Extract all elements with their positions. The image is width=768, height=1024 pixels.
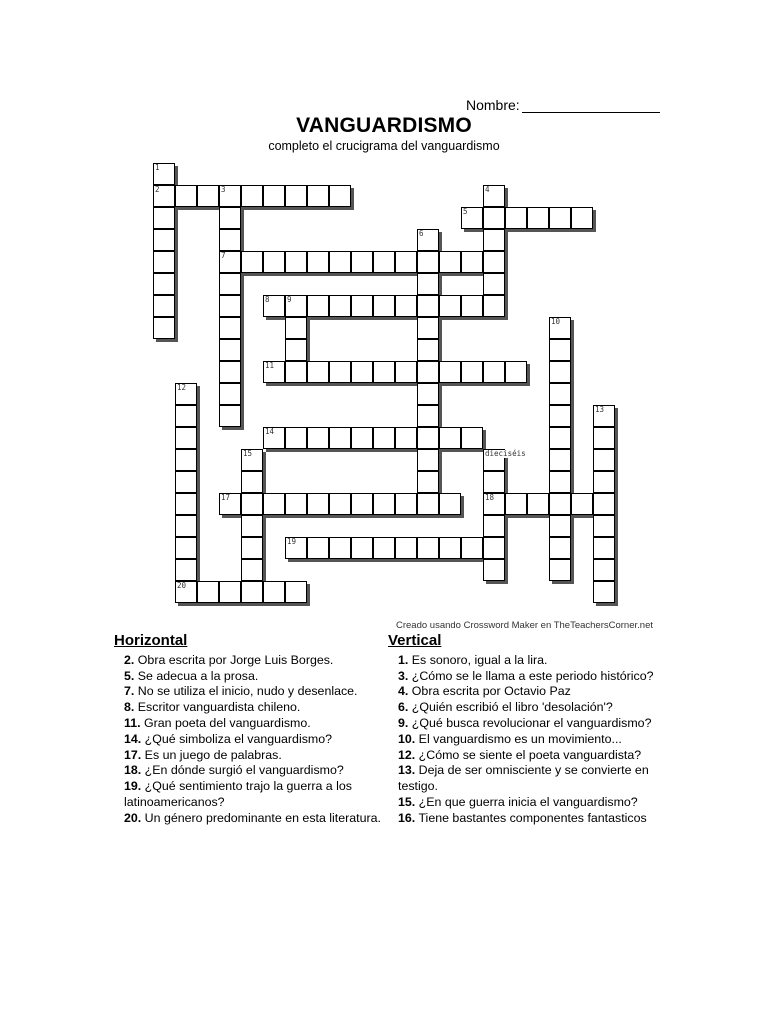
crossword-cell[interactable]: [483, 273, 505, 295]
crossword-cell[interactable]: [417, 427, 439, 449]
clue-item: [398, 684, 658, 700]
crossword-cell[interactable]: [549, 361, 571, 383]
crossword-cell[interactable]: [483, 251, 505, 273]
down-clue-list: [388, 653, 658, 827]
crossword-cell[interactable]: [461, 361, 483, 383]
clue-text: ¿Cómo se le llama a este periodo histórico?: [408, 668, 654, 683]
crossword-cell[interactable]: [175, 405, 197, 427]
crossword-cell[interactable]: [549, 207, 571, 229]
crossword-cell[interactable]: [351, 361, 373, 383]
clue-text: Deja de ser omnisciente y se convierte en testigo.: [398, 763, 649, 794]
crossword-cell[interactable]: [263, 185, 285, 207]
crossword-cell[interactable]: [329, 537, 351, 559]
crossword-cell[interactable]: [417, 361, 439, 383]
name-label: Nombre:: [466, 97, 520, 113]
crossword-cell[interactable]: [307, 361, 329, 383]
clue-number: 3.: [398, 668, 409, 683]
crossword-cell[interactable]: [373, 493, 395, 515]
crossword-cell[interactable]: [593, 581, 615, 603]
crossword-cell[interactable]: [439, 295, 461, 317]
clue-number-label: 5: [463, 207, 468, 216]
crossword-cell[interactable]: [483, 515, 505, 537]
crossword-cell[interactable]: [285, 339, 307, 361]
crossword-cell[interactable]: [307, 251, 329, 273]
across-heading: Horizontal: [114, 632, 188, 649]
crossword-cell[interactable]: [527, 207, 549, 229]
crossword-cell[interactable]: [351, 295, 373, 317]
clue-text: Un género predominante en esta literatura.: [141, 810, 381, 825]
clue-number-label: dieciséis: [485, 449, 526, 458]
clue-text: ¿Cómo se siente el poeta vanguardista?: [415, 747, 642, 762]
crossword-cell[interactable]: [549, 339, 571, 361]
crossword-cell[interactable]: [549, 515, 571, 537]
crossword-cell[interactable]: [395, 427, 417, 449]
crossword-cell[interactable]: [197, 185, 219, 207]
clue-number-label: 10: [551, 317, 561, 326]
clue-number-label: 13: [595, 405, 605, 414]
clue-item: [398, 716, 658, 732]
crossword-cell[interactable]: [593, 471, 615, 493]
crossword-cell[interactable]: [241, 537, 263, 559]
crossword-cell[interactable]: [483, 537, 505, 559]
clue-item: [124, 763, 384, 779]
clue-number: 14.: [124, 731, 142, 746]
crossword-cell[interactable]: [175, 493, 197, 515]
crossword-cell[interactable]: [439, 361, 461, 383]
clue-item: [398, 763, 658, 795]
crossword-cell[interactable]: [175, 537, 197, 559]
crossword-cell[interactable]: [417, 449, 439, 471]
crossword-cell[interactable]: [461, 251, 483, 273]
crossword-cell[interactable]: [307, 427, 329, 449]
crossword-cell[interactable]: [549, 383, 571, 405]
crossword-cell[interactable]: [307, 537, 329, 559]
crossword-cell[interactable]: [197, 581, 219, 603]
crossword-cell[interactable]: [219, 361, 241, 383]
clue-text: ¿Qué simboliza el vanguardismo?: [141, 731, 333, 746]
crossword-cell[interactable]: [439, 427, 461, 449]
crossword-cell[interactable]: [593, 559, 615, 581]
clue-number: 10.: [398, 731, 416, 746]
crossword-cell[interactable]: [417, 405, 439, 427]
crossword-cell[interactable]: [395, 251, 417, 273]
clue-number: 16.: [398, 810, 416, 825]
crossword-cell[interactable]: [395, 295, 417, 317]
crossword-cell[interactable]: [483, 229, 505, 251]
crossword-cell[interactable]: [219, 581, 241, 603]
crossword-cell[interactable]: [593, 427, 615, 449]
crossword-cell[interactable]: [417, 251, 439, 273]
down-heading: Vertical: [388, 632, 442, 649]
crossword-cell[interactable]: [593, 515, 615, 537]
crossword-cell[interactable]: [285, 581, 307, 603]
crossword-cell[interactable]: [483, 361, 505, 383]
clue-text: No se utiliza el inicio, nudo y desenlace.: [134, 684, 358, 699]
crossword-cell[interactable]: [175, 559, 197, 581]
crossword-cell[interactable]: [417, 273, 439, 295]
crossword-cell[interactable]: [549, 537, 571, 559]
crossword-cell[interactable]: [219, 273, 241, 295]
crossword-cell[interactable]: [153, 317, 175, 339]
crossword-cell[interactable]: [417, 317, 439, 339]
crossword-cell[interactable]: [241, 251, 263, 273]
clue-number: 4.: [398, 684, 409, 699]
clue-number-label: 2: [155, 185, 160, 194]
crossword-cell[interactable]: [549, 471, 571, 493]
crossword-cell[interactable]: [153, 229, 175, 251]
clue-number: 13.: [398, 763, 416, 778]
clue-number: 2.: [124, 652, 135, 667]
crossword-cell[interactable]: [263, 493, 285, 515]
crossword-cell[interactable]: [175, 471, 197, 493]
clue-number: 20.: [124, 810, 142, 825]
crossword-cell[interactable]: [351, 251, 373, 273]
crossword-cell[interactable]: [219, 207, 241, 229]
clue-item: [398, 795, 658, 811]
clue-number-label: 11: [265, 361, 275, 370]
crossword-cell[interactable]: [439, 493, 461, 515]
crossword-cell[interactable]: [373, 251, 395, 273]
clue-number: 17.: [124, 747, 142, 762]
crossword-cell[interactable]: [483, 295, 505, 317]
crossword-cell[interactable]: [395, 537, 417, 559]
crossword-cell[interactable]: [285, 251, 307, 273]
crossword-cell[interactable]: [549, 405, 571, 427]
page-title: VANGUARDISMO: [296, 114, 472, 137]
across-clues: [114, 633, 384, 827]
clue-item: [124, 716, 384, 732]
crossword-cell[interactable]: [329, 251, 351, 273]
crossword-cell[interactable]: [483, 559, 505, 581]
clue-number: 12.: [398, 747, 416, 762]
crossword-cell[interactable]: [219, 383, 241, 405]
clue-item: [398, 748, 658, 764]
clue-item: [398, 653, 658, 669]
crossword-cell[interactable]: [417, 295, 439, 317]
clue-number-label: 4: [485, 185, 490, 194]
clue-item: [124, 700, 384, 716]
clue-number-label: 20: [177, 581, 187, 590]
clue-text: ¿En que guerra inicia el vanguardismo?: [415, 794, 638, 809]
clue-text: ¿En dónde surgió el vanguardismo?: [141, 763, 344, 778]
crossword-cell[interactable]: [439, 537, 461, 559]
clue-number: 15.: [398, 794, 416, 809]
crossword-cell[interactable]: [505, 207, 527, 229]
crossword-cell[interactable]: [417, 471, 439, 493]
crossword-cell[interactable]: [219, 339, 241, 361]
crossword-cell[interactable]: [593, 493, 615, 515]
crossword-cell[interactable]: [263, 251, 285, 273]
crossword-cell[interactable]: [417, 493, 439, 515]
crossword-cell[interactable]: [241, 185, 263, 207]
crossword-cell[interactable]: [571, 493, 593, 515]
crossword-cell[interactable]: [241, 581, 263, 603]
crossword-cell[interactable]: [175, 515, 197, 537]
clue-number: 19.: [124, 779, 142, 794]
crossword-cell[interactable]: [175, 449, 197, 471]
crossword-cell[interactable]: [527, 493, 549, 515]
crossword-cell[interactable]: [241, 493, 263, 515]
clue-text: El vanguardismo es un movimiento...: [415, 731, 622, 746]
clue-item: [398, 669, 658, 685]
clue-item: [124, 669, 384, 685]
clue-number: 8.: [124, 700, 135, 715]
crossword-cell[interactable]: [461, 427, 483, 449]
clue-number-label: 8: [265, 295, 270, 304]
crossword-cell[interactable]: [329, 427, 351, 449]
crossword-cell[interactable]: [329, 493, 351, 515]
clue-text: Es un juego de palabras.: [141, 747, 282, 762]
clue-number: 7.: [124, 684, 135, 699]
clue-item: [124, 684, 384, 700]
clue-text: ¿Quién escribió el libro 'desolación'?: [408, 700, 613, 715]
crossword-cell[interactable]: [417, 383, 439, 405]
crossword-cell[interactable]: [329, 295, 351, 317]
clue-number: 5.: [124, 668, 135, 683]
crossword-cell[interactable]: [153, 273, 175, 295]
crossword-cell[interactable]: [153, 207, 175, 229]
clue-text: Obra escrita por Octavio Paz: [408, 684, 571, 699]
crossword-cell[interactable]: [153, 251, 175, 273]
crossword-cell[interactable]: [285, 493, 307, 515]
crossword-cell[interactable]: [549, 427, 571, 449]
clue-number: 9.: [398, 715, 409, 730]
crossword-cell[interactable]: [329, 185, 351, 207]
crossword-cell[interactable]: [373, 295, 395, 317]
clue-item: [124, 653, 384, 669]
crossword-cell[interactable]: [461, 537, 483, 559]
across-clue-list: [114, 653, 384, 827]
crossword-cell[interactable]: [219, 295, 241, 317]
crossword-cell[interactable]: [285, 317, 307, 339]
crossword-cell[interactable]: [307, 493, 329, 515]
crossword-cell[interactable]: [373, 427, 395, 449]
crossword-cell[interactable]: [219, 405, 241, 427]
clue-number-label: 14: [265, 427, 275, 436]
clue-number-label: 7: [221, 251, 226, 260]
clue-item: [124, 748, 384, 764]
crossword-cell[interactable]: [351, 537, 373, 559]
crossword-cell[interactable]: [329, 361, 351, 383]
clue-number-label: 3: [221, 185, 226, 194]
clue-item: [124, 779, 384, 811]
crossword-cell[interactable]: [483, 207, 505, 229]
clue-text: ¿Qué sentimiento trajo la guerra a los latinoamericanos?: [124, 779, 352, 809]
crossword-cell[interactable]: [439, 251, 461, 273]
crossword-cell[interactable]: [395, 361, 417, 383]
clue-text: Obra escrita por Jorge Luis Borges.: [134, 652, 334, 667]
crossword-cell[interactable]: [219, 317, 241, 339]
crossword-cell[interactable]: [461, 295, 483, 317]
crossword-cell[interactable]: [417, 339, 439, 361]
page-subtitle: completo el crucigrama del vanguardismo: [268, 139, 500, 153]
crossword-cell[interactable]: [219, 229, 241, 251]
clue-number: 1.: [398, 652, 409, 667]
crossword-cell[interactable]: [285, 185, 307, 207]
crossword-cell[interactable]: [153, 295, 175, 317]
clue-text: Se adecua a la prosa.: [134, 668, 259, 683]
clue-item: [398, 811, 658, 827]
clue-number: 18.: [124, 763, 142, 778]
crossword-cell[interactable]: [549, 493, 571, 515]
down-clues: [388, 633, 658, 827]
crossword-cell[interactable]: [241, 559, 263, 581]
clue-number: 6.: [398, 700, 409, 715]
clue-text: Escritor vanguardista chileno.: [134, 700, 301, 715]
clue-item: [124, 732, 384, 748]
crossword-cell[interactable]: [263, 581, 285, 603]
clue-text: ¿Qué busca revolucionar el vanguardismo?: [408, 715, 652, 730]
clue-number-label: 6: [419, 229, 424, 238]
credit-text: Creado usando Crossword Maker en TheTeachersCorner.net: [396, 620, 653, 631]
crossword-cell[interactable]: [505, 361, 527, 383]
clue-item: [398, 732, 658, 748]
clue-number: 11.: [124, 715, 141, 730]
crossword-cell[interactable]: [351, 427, 373, 449]
crossword-cell[interactable]: [285, 361, 307, 383]
clue-number-label: 1: [155, 163, 160, 172]
crossword-cell[interactable]: [593, 537, 615, 559]
crossword-cell[interactable]: [175, 427, 197, 449]
clue-text: Gran poeta del vanguardismo.: [140, 715, 311, 730]
crossword-cell[interactable]: [307, 295, 329, 317]
crossword-cell[interactable]: [593, 449, 615, 471]
crossword-cell[interactable]: [307, 185, 329, 207]
crossword-cell[interactable]: [175, 185, 197, 207]
crossword-cell[interactable]: [417, 537, 439, 559]
crossword-cell[interactable]: [241, 515, 263, 537]
clue-number-label: 15: [243, 449, 253, 458]
clue-item: [398, 700, 658, 716]
clue-item: [124, 811, 384, 827]
clue-number-label: 18: [485, 493, 495, 502]
crossword-cell[interactable]: [285, 427, 307, 449]
crossword-cell[interactable]: [549, 449, 571, 471]
crossword-cell[interactable]: [241, 471, 263, 493]
crossword-cell[interactable]: [373, 361, 395, 383]
crossword-cell[interactable]: [351, 493, 373, 515]
crossword-cell[interactable]: [549, 559, 571, 581]
clue-number-label: 12: [177, 383, 187, 392]
crossword-cell[interactable]: [483, 471, 505, 493]
clue-text: Es sonoro, igual a la lira.: [408, 652, 548, 667]
clue-number-label: 19: [287, 537, 297, 546]
clue-number-label: 17: [221, 493, 231, 502]
clue-text: Tiene bastantes componentes fantasticos: [415, 810, 647, 825]
crossword-cell[interactable]: [571, 207, 593, 229]
clue-number-label: 9: [287, 295, 292, 304]
crossword-cell[interactable]: [395, 493, 417, 515]
crossword-cell[interactable]: [505, 493, 527, 515]
crossword-cell[interactable]: [373, 537, 395, 559]
